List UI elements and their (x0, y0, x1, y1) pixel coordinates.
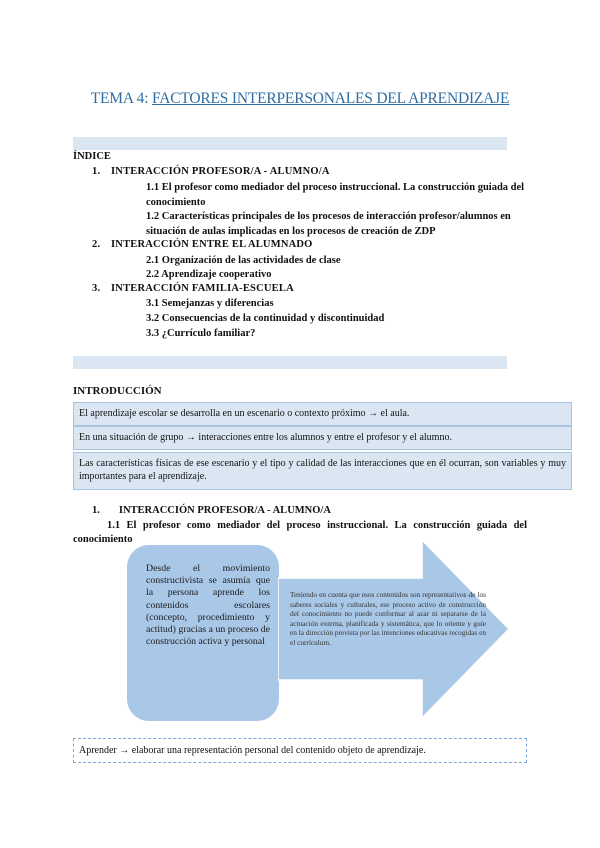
index-section-number: 3. (92, 283, 101, 294)
index-subsection: 3.1 Semejanzas y diferencias (146, 298, 274, 309)
index-top-band (73, 137, 507, 150)
index-section-label: INTERACCIÓN FAMILIA-ESCUELA (111, 283, 294, 294)
index-section-number: 2. (92, 239, 101, 250)
subsection-heading: 1.1 El profesor como mediador del proceso instruccional. La construcción guiada del conocimiento (73, 520, 527, 545)
intro-box: El aprendizaje escolar se desarrolla en un escenario o contexto próximo → el aula. (73, 402, 572, 426)
intro-heading: INTRODUCCIÓN (73, 385, 162, 397)
index-subsection: 3.2 Consecuencias de la continuidad y discontinuidad (146, 313, 385, 324)
note-box: Aprender → elaborar una representación personal del contenido objeto de aprendizaje. (73, 738, 527, 763)
index-section-label: INTERACCIÓN ENTRE EL ALUMNADO (111, 239, 313, 250)
diagram-arrow-text: Teniendo en cuenta que esos contenidos son representativos de los saberes sociales y culturales, ese proceso activo de construcción del conocimiento no puede conformar al azar ni separarse de la actuación externa, planificada y sistemática, que lo oriente y guíe en la dirección prevista por las intenciones educativas recogidas en el currículum. (290, 590, 486, 647)
index-bottom-band (73, 356, 507, 369)
title-main: FACTORES INTERPERSONALES DEL APRENDIZAJE (151, 90, 510, 107)
diagram-box-text: Desde el movimiento constructivista se asumía que la persona aprende los contenidos escolares (concepto, procedimiento y actitud) gracias a un proceso de construcción activa y personal (146, 563, 270, 648)
index-subsection: 3.3 ¿Currículo familiar? (146, 328, 256, 339)
section-heading-text: INTERACCIÓN PROFESOR/A - ALUMNO/A (118, 505, 331, 516)
section-heading (92, 505, 331, 516)
title-prefix: TEMA 4: (90, 90, 152, 107)
intro-box: En una situación de grupo → interacciones entre los alumnos y entre el profesor y el alumno. (73, 426, 572, 450)
index-section-number: 1. (92, 166, 101, 177)
index-heading: ÍNDICE (73, 151, 111, 162)
index-section-label: INTERACCIÓN PROFESOR/A - ALUMNO/A (111, 166, 330, 177)
index-subsection: 1.2 Características principales de los procesos de interacción profesor/alumnos en situación de aulas implicadas en los procesos de creación de ZDP (146, 211, 511, 237)
index-subsection: 1.1 El profesor como mediador del proceso instruccional. La construcción guiada del conocimiento (146, 182, 525, 208)
section-number: 1. (92, 505, 100, 516)
index-subsection: 2.2 Aprendizaje cooperativo (146, 269, 272, 280)
intro-box: Las características físicas de ese escenario y el tipo y calidad de las interacciones que en él ocurran, son variables y muy importantes para el aprendizaje. (73, 452, 572, 490)
document-title (0, 90, 600, 108)
index-subsection: 2.1 Organización de las actividades de clase (146, 255, 341, 266)
